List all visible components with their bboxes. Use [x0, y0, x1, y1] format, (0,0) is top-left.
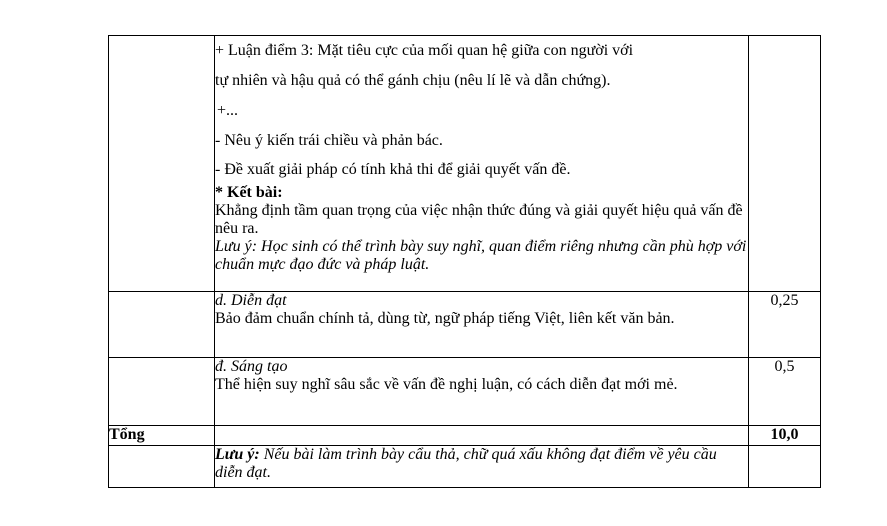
grading-table	[108, 35, 821, 488]
argument-3-line-1: + Luận điểm 3: Mặt tiêu cực của mối quan hệ giữa con người với	[215, 42, 634, 59]
conclusion-text: Khẳng định tầm quan trọng của việc nhận thức đúng và giải quyết hiệu quả vấn đề nêu ra.	[215, 202, 743, 237]
argument-3-line-2: tự nhiên và hậu quả có thể gánh chịu (nêu lí lẽ và dẫn chứng).	[215, 72, 611, 89]
table-row	[109, 358, 821, 426]
total-score: 10,0	[749, 426, 821, 446]
empty-score-cell	[749, 446, 821, 488]
creativity-score: 0,5	[749, 358, 821, 426]
solution-line: - Đề xuất giải pháp có tính khả thi để giải quyết vấn đề.	[215, 161, 571, 178]
empty-cell	[215, 426, 749, 446]
table-row	[109, 446, 821, 488]
ellipsis-line: +...	[217, 102, 239, 119]
expression-score: 0,25	[749, 292, 821, 358]
empty-cell	[109, 446, 215, 488]
creativity-body: Thể hiện suy nghĩ sâu sắc về vấn đề nghị luận, có cách diễn đạt mới mẻ.	[215, 376, 678, 393]
final-note-label: Lưu ý:	[215, 446, 260, 463]
table-row	[109, 36, 821, 292]
counter-opinion-line: - Nêu ý kiến trái chiều và phản bác.	[215, 132, 443, 149]
conclusion-heading: * Kết bài:	[215, 184, 283, 201]
expression-body: Bảo đảm chuẩn chính tả, dùng từ, ngữ pháp tiếng Việt, liên kết văn bản.	[215, 310, 675, 327]
table-row	[109, 426, 821, 446]
content-cell	[215, 292, 749, 358]
student-note: Lưu ý: Học sinh có thể trình bày suy nghĩ, quan điểm riêng nhưng cần phù hợp với chuẩn mực đạo đức và pháp luật.	[215, 238, 747, 273]
creativity-title: đ. Sáng tạo	[215, 358, 288, 375]
empty-cell	[109, 36, 215, 292]
empty-cell	[109, 358, 215, 426]
table-row	[109, 292, 821, 358]
expression-title: d. Diễn đạt	[215, 292, 287, 309]
content-cell	[215, 358, 749, 426]
content-cell	[215, 36, 749, 292]
empty-cell	[109, 292, 215, 358]
total-label: Tổng	[109, 426, 215, 446]
final-note-text: Nếu bài làm trình bày cẩu thả, chữ quá xấu không đạt điểm về yêu cầu diễn đạt.	[215, 446, 717, 481]
content-cell	[215, 446, 749, 488]
empty-score-cell	[749, 36, 821, 292]
